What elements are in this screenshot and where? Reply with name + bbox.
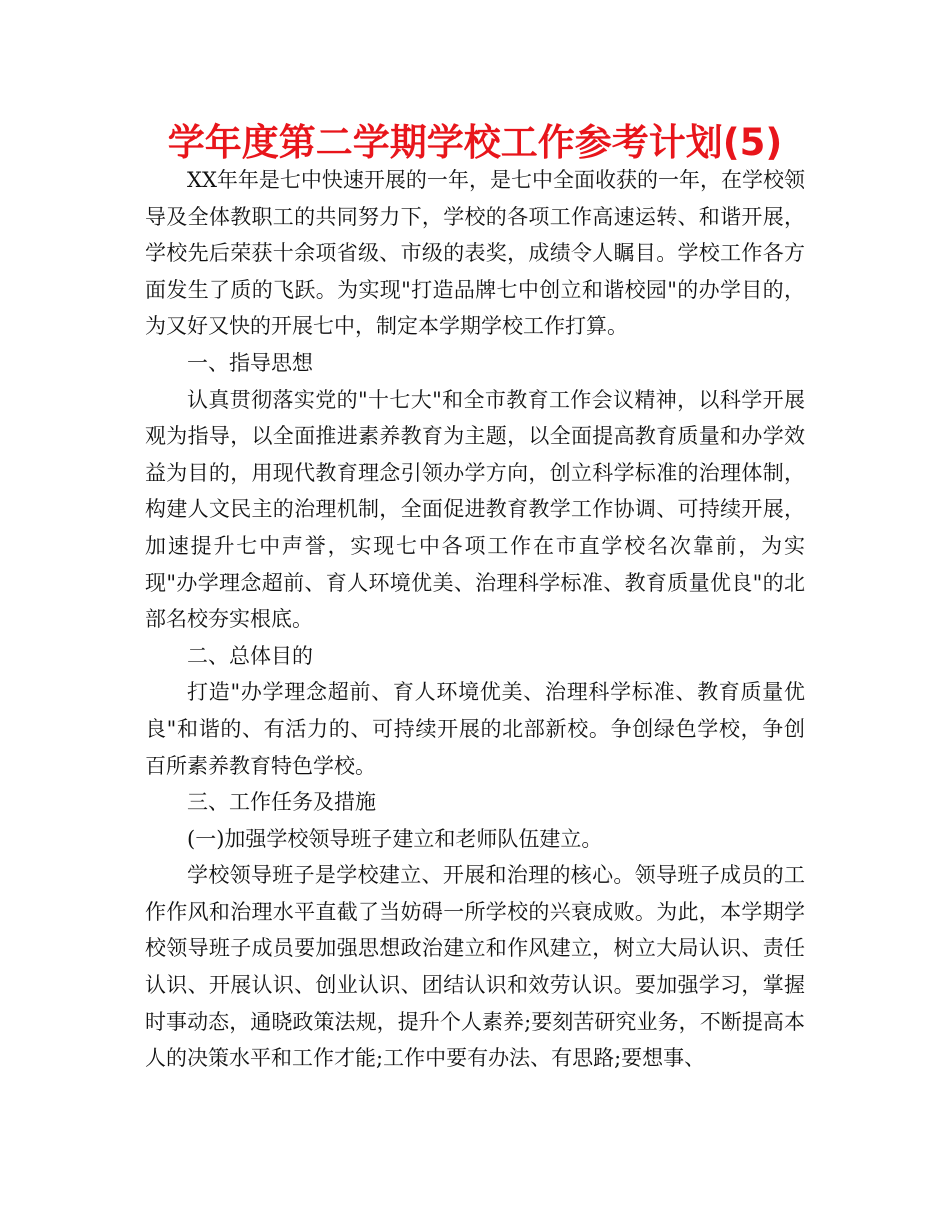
document-title: 学年度第二学期学校工作参考计划(5) [167,121,783,164]
paragraph-guiding-thought: 认真贯彻落实党的"十七大"和全市教育工作会议精神，以科学开展观为指导，以全面推进素养教育为主题，以全面提高教育质量和办学效益为目的，用现代教育理念引领办学方向，创立科学标准的治理体制，构建人文民主的治理机制，全面促进教育教学工作协调、可持续开展，加速提升七中声誉，实现七中各项工作在市直学校名次靠前，为实现"办学理念超前、育人环境优美、治理科学标准、教育质量优良"的北部名校夯实根底。 [145,387,805,632]
section-heading-tasks-measures: 三、工作任务及措施 [187,790,376,815]
paragraph-leadership: 学校领导班子是学校建立、开展和治理的核心。领导班子成员的工作作风和治理水平直截了当妨碍一所学校的兴衰成败。为此，本学期学校领导班子成员要加强思想政治建立和作风建立，树立大局认识、责任认识、开展认识、创业认识、团结认识和效劳认识。要加强学习，掌握时事动态，通晓政策法规，提升个人素养;要刻苦研究业务，不断提高本人的决策水平和工作才能;工作中要有办法、有思路;要想事、 [145,863,805,1071]
document-body [145,162,805,1077]
paragraph-intro: XX年年是七中快速开展的一年，是七中全面收获的一年，在学校领导及全体教职工的共同努力下，学校的各项工作高速运转、和谐开展，学校先后荣获十余项省级、市级的表奖，成绩令人瞩目。学校工作各方面发生了质的飞跃。为实现"打造品牌七中创立和谐校园"的办学目的，为又好又快的开展七中，制定本学期学校工作打算。 [145,168,805,339]
subsection-heading-leadership: (一)加强学校领导班子建立和老师队伍建立。 [187,826,603,851]
section-heading-guiding-thought: 一、指导思想 [187,350,313,375]
paragraph-overall-goal: 打造"办学理念超前、育人环境优美、治理科学标准、教育质量优良"和谐的、有活力的、可持续开展的北部新校。争创绿色学校，争创百所素养教育特色学校。 [145,680,805,778]
section-heading-overall-goal: 二、总体目的 [187,643,313,668]
